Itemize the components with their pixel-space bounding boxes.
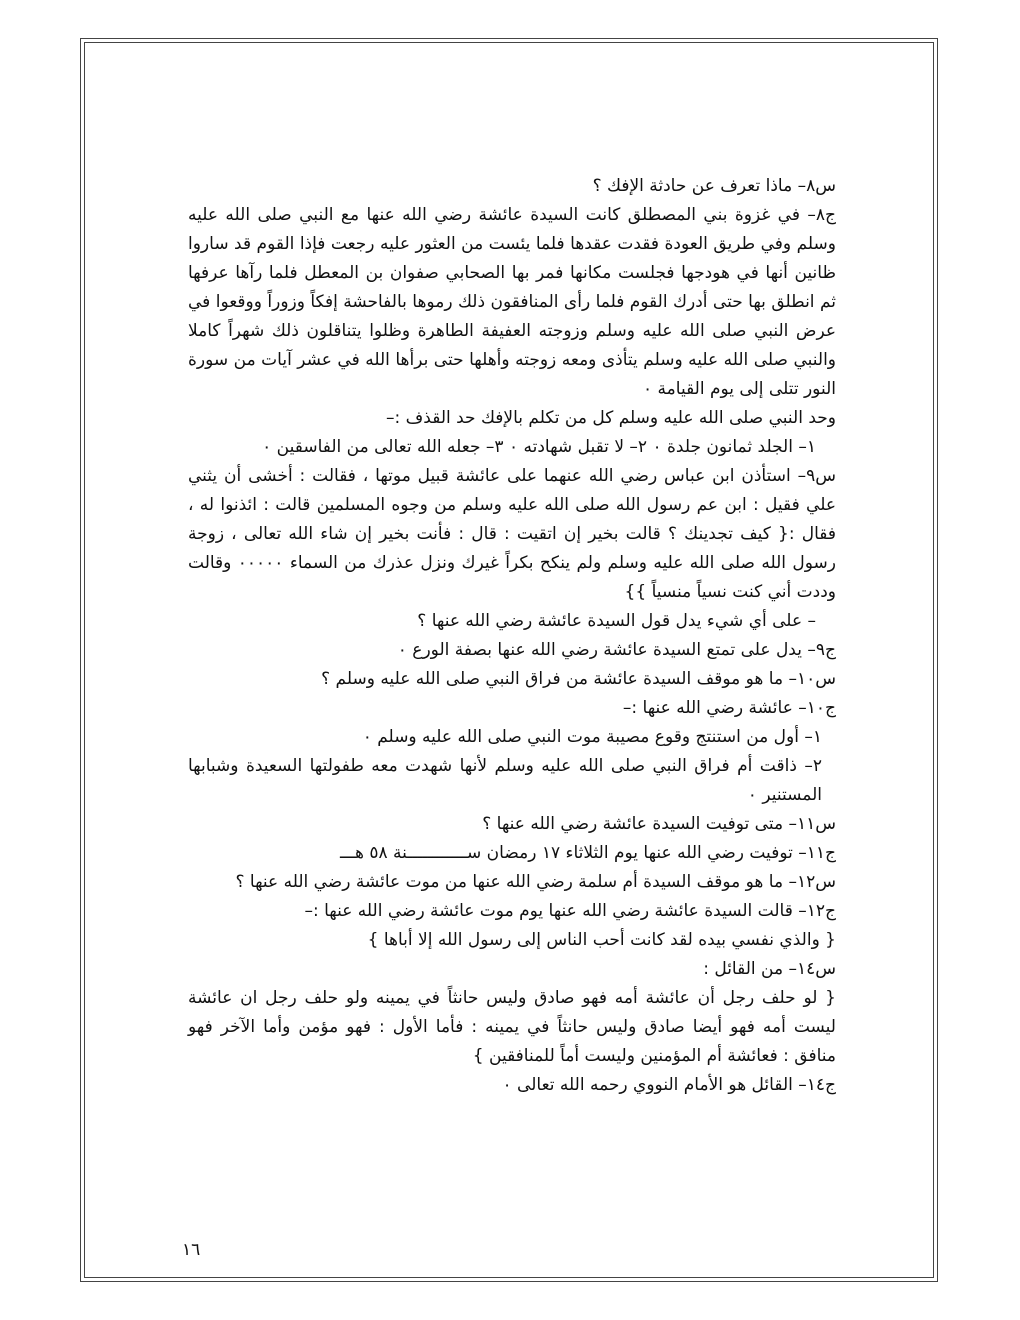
answer-8-punishment-list: ١– الجلد ثمانون جلدة ٠ ٢– لا تقبل شهادته ٠ ٣– جعله الله تعالى من الفاسقين ٠ — [262, 437, 816, 457]
page-number: ١٦ — [182, 1240, 201, 1260]
question-9-quote: س٩– استأذن ابن عباس رضي الله عنهما على عائشة قبيل موتها ، فقالت : أخشى أن يثني علي فقيل : ابن عم رسول الله صلى الله عليه وسلم من وجوه المسلمين قالت : ائذنوا له ، فقال :{ كيف تجدينك ؟ قالت بخير إن اتقيت : قال : فأنت بخير إن شاء الله تعالى ، زوجة رسول الله صلى الله عليه وسلم ولم ينكح بكراً غيرك ونزل عذرك من السماء ٠٠٠٠٠ وقالت وددت أني كنت نسياً منسياً }} — [188, 466, 837, 602]
answer-10-heading: ج١٠– عائشة رضي الله عنها :– — [622, 698, 836, 718]
answer-8-paragraph: ج٨– في غزوة بني المصطلق كانت السيدة عائشة رضي الله عنها مع النبي صلى الله عليه وسلم وفي طريق العودة فقدت عقدها فلما يئست من العثور عليه رجعت فإذا القوم قد ساروا ظانين أنها في هودجها فجلست مكانها فمر بها الصحابي صفوان بن المعطل فلما رآها عرفها ثم انطلق بها حتى أدرك القوم فلما رأى المنافقون ذلك رموها بالفاحشة إفكاً وزوراً ووقعوا في عرض النبي صلى الله عليه وسلم وزوجته العفيفة الطاهرة وظلوا يتناقلون ذلك شهراً كاملا والنبي صلى الله عليه وسلم يتأذى ومعه زوجته وأهلها حتى برأها الله في عشر آيات من سورة النور تتلى إلى يوم القيامة ٠ — [188, 205, 836, 399]
question-12: س١٢– ما هو موقف السيدة أم سلمة رضي الله عنها من موت عائشة رضي الله عنها ؟ — [235, 872, 836, 892]
answer-14: ج١٤– القائل هو الأمام النووي رحمه الله تعالى ٠ — [502, 1075, 836, 1095]
answer-10-item-2: ٢– ذاقت أم فراق النبي صلى الله عليه وسلم لأنها شهدت معه طفولتها السعيدة وشبابها المستنير ٠ — [188, 756, 822, 805]
question-14: س١٤– من القائل : — [703, 959, 836, 979]
question-11: س١١– متى توفيت السيدة عائشة رضي الله عنها ؟ — [482, 814, 836, 834]
question-8: س٨– ماذا تعرف عن حادثة الإفك ؟ — [592, 176, 836, 196]
question-9: – على أي شيء يدل قول السيدة عائشة رضي الله عنها ؟ — [417, 611, 816, 631]
question-14-quote: { لو حلف رجل أن عائشة أمه فهو صادق وليس حانثاً في يمينه ولو حلف رجل ان عائشة ليست أمه فهو أيضا صادق وليس حانثاً في يمينه : فأما الأول : فهو مؤمن وأما الآخر فهو منافق : فعائشة أم المؤمنين وليست أماً للمنافقين } — [188, 988, 836, 1066]
answer-10-item-1: ١– أول من استنتج وقوع مصيبة موت النبي صلى الله عليه وسلم ٠ — [362, 727, 822, 747]
question-10: س١٠– ما هو موقف السيدة عائشة من فراق النبي صلى الله عليه وسلم ؟ — [321, 669, 836, 689]
document-body — [188, 172, 836, 1100]
answer-12: ج١٢– قالت السيدة عائشة رضي الله عنها يوم موت عائشة رضي الله عنها :– — [304, 901, 836, 921]
answer-12-quote: { والذي نفسي بيده لقد كانت أحب الناس إلى رسول الله إلا أباها } — [367, 930, 836, 950]
answer-11: ج١١– توفيت رضي الله عنها يوم الثلاثاء ١٧ رمضان ســــــــــــنة ٥٨ هـــ — [340, 843, 836, 863]
answer-8-punishment-intro: وحد النبي صلى الله عليه وسلم كل من تكلم بالإفك حد القذف :– — [386, 408, 836, 428]
answer-9: ج٩– يدل على تمتع السيدة عائشة رضي الله عنها بصفة الورع ٠ — [397, 640, 836, 660]
